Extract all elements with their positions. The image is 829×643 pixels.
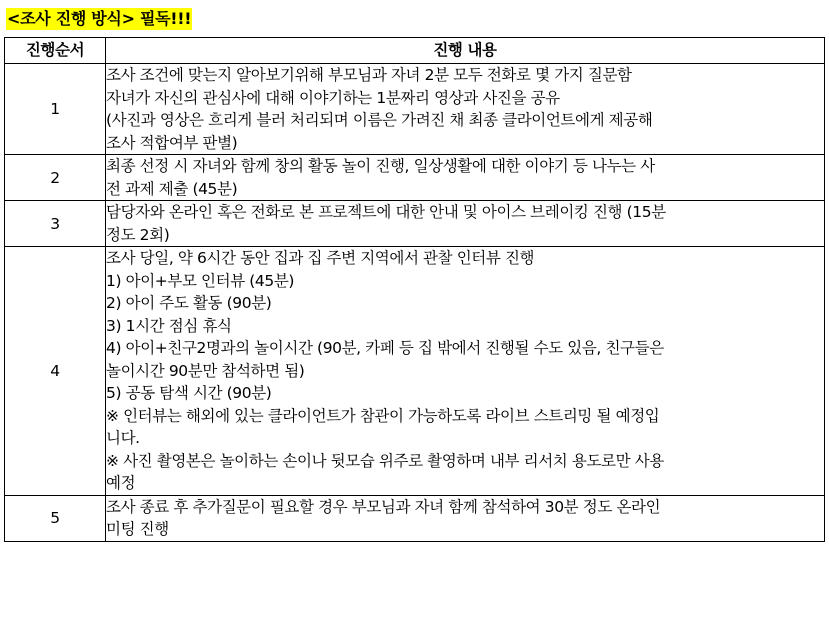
table-row <box>5 495 825 541</box>
content-line: 조사 종료 후 추가질문이 필요할 경우 부모님과 자녀 함께 참석하여 30분 정도 온라인 <box>106 497 661 516</box>
step-number: 4 <box>5 247 106 496</box>
table-body <box>5 64 825 542</box>
content-line: 미팅 진행 <box>106 520 169 538</box>
content-line: ※ 인터뷰는 해외에 있는 클라이언트가 참관이 가능하도록 라이브 스트리밍 될 예정입 <box>106 406 660 425</box>
content-line: 조사 적합여부 판별) <box>106 133 238 152</box>
step-number: 2 <box>5 155 106 201</box>
schedule-table <box>4 37 825 542</box>
content-line: 3) 1시간 점심 휴식 <box>106 316 232 335</box>
content-line: 5) 공동 탐색 시간 (90분) <box>106 384 272 402</box>
step-content <box>106 155 825 201</box>
table-row <box>5 201 825 247</box>
content-line: 담당자와 온라인 혹은 전화로 본 프로젝트에 대한 안내 및 아이스 브레이킹 진행 (15분 <box>106 203 666 221</box>
content-line: 조사 조건에 맞는지 알아보기위해 부모님과 자녀 2분 모두 전화로 몇 가지 질문함 <box>106 66 632 84</box>
table-row <box>5 64 825 155</box>
step-content <box>106 201 825 247</box>
step-content <box>106 495 825 541</box>
content-line: 2) 아이 주도 활동 (90분) <box>106 294 272 312</box>
step-content <box>106 64 825 155</box>
content-line: 4) 아이+친구2명과의 놀이시간 (90분, 카페 등 집 밖에서 진행될 수도 있음, 친구들은 <box>106 339 664 357</box>
section-heading: <조사 진행 방식> 필독!!! <box>7 9 192 28</box>
content-line: 니다. <box>106 429 140 447</box>
table-header-row <box>5 38 825 64</box>
step-number: 5 <box>5 495 106 541</box>
content-line: 최종 선정 시 자녀와 함께 창의 활동 놀이 진행, 일상생활에 대한 이야기 등 나누는 사 <box>106 157 655 175</box>
table-row <box>5 155 825 201</box>
content-line: 조사 당일, 약 6시간 동안 집과 집 주변 지역에서 관찰 인터뷰 진행 <box>106 249 535 267</box>
content-line: 전 과제 제출 (45분) <box>106 179 238 198</box>
content-line: (사진과 영상은 흐리게 블러 처리되며 이름은 가려진 채 최종 클라이언트에게 제공해 <box>106 111 653 129</box>
content-line: 정도 2회) <box>106 225 170 244</box>
step-content <box>106 247 825 496</box>
content-line: 예정 <box>106 474 136 492</box>
content-line: 1) 아이+부모 인터뷰 (45분) <box>106 271 295 290</box>
step-number: 3 <box>5 201 106 247</box>
table-row <box>5 247 825 496</box>
content-line: ※ 사진 촬영본은 놀이하는 손이나 뒷모습 위주로 촬영하며 내부 리서치 용도로만 사용 <box>106 451 664 470</box>
step-number: 1 <box>5 64 106 155</box>
column-header-content: 진행 내용 <box>106 38 825 64</box>
column-header-step: 진행순서 <box>5 38 106 64</box>
content-line: 놀이시간 90분만 참석하면 됨) <box>106 361 305 380</box>
content-line: 자녀가 자신의 관심사에 대해 이야기하는 1분짜리 영상과 사진을 공유 <box>106 88 560 107</box>
